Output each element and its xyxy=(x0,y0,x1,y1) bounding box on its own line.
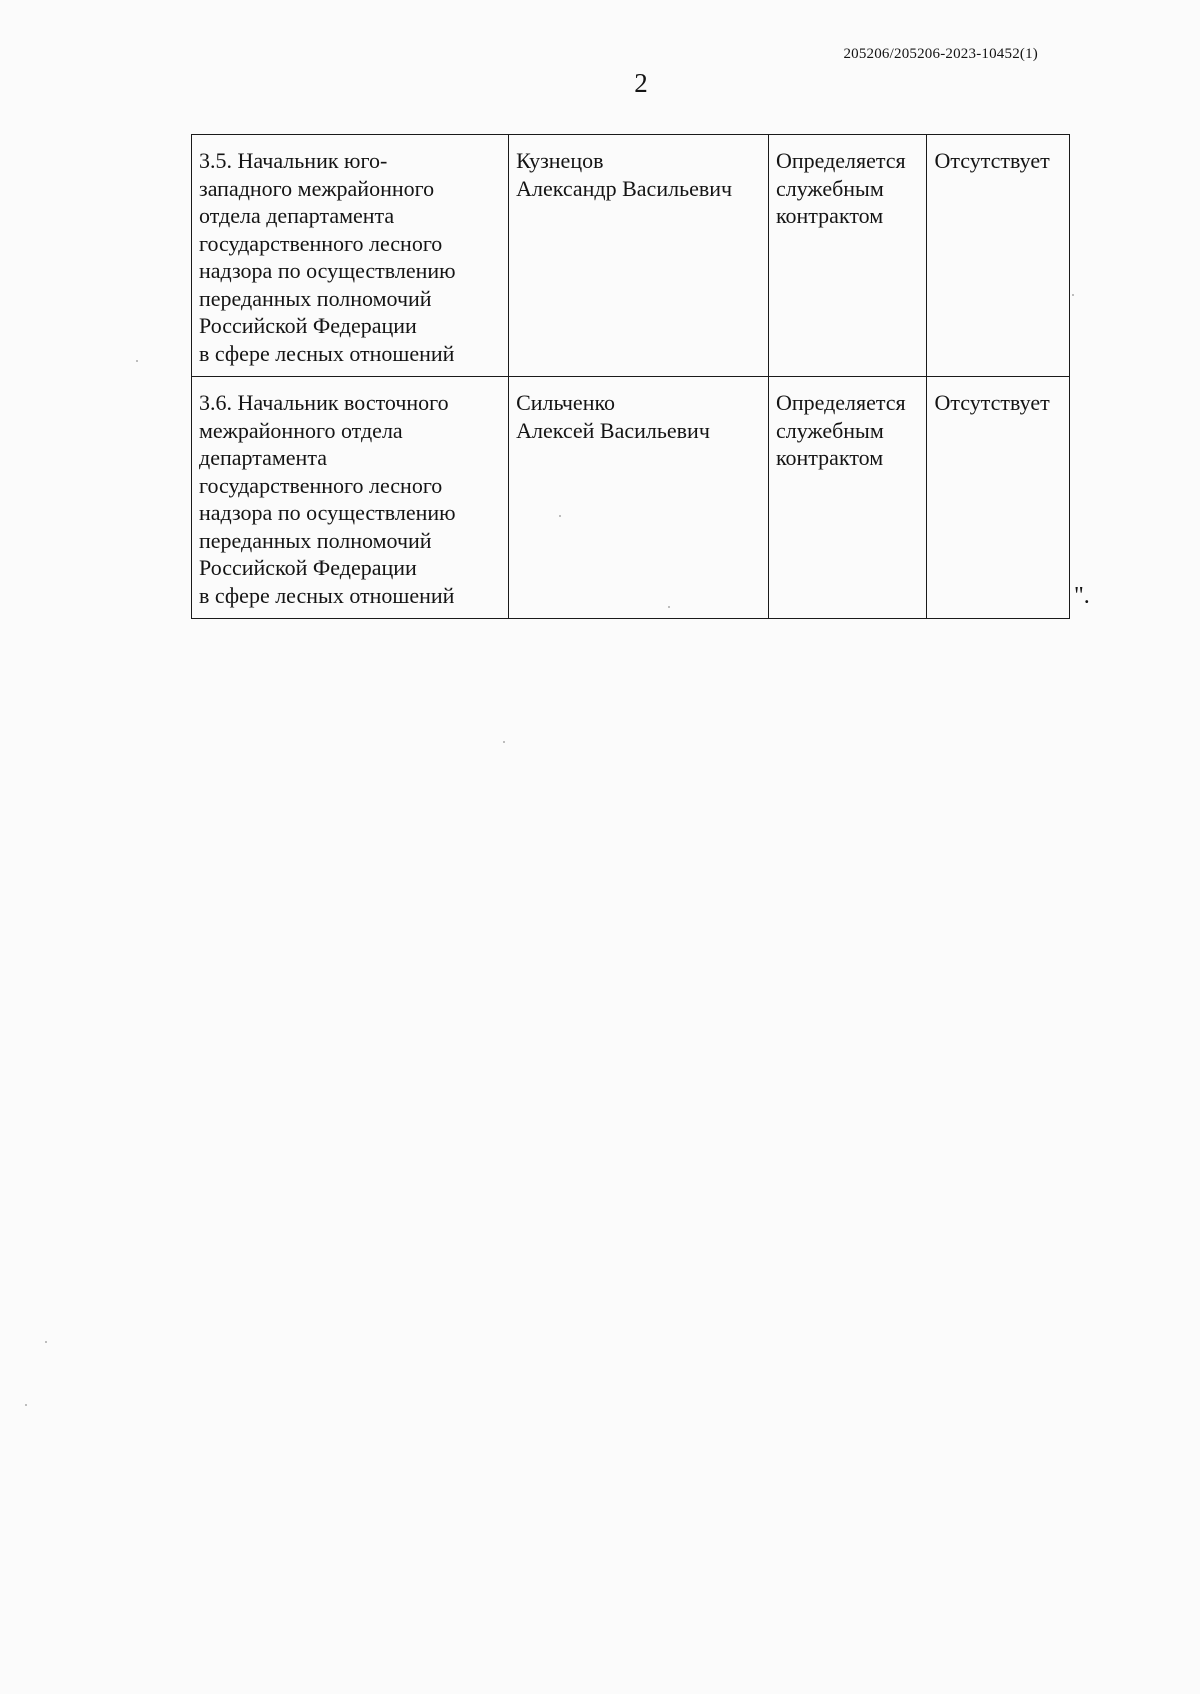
scan-speck xyxy=(45,1341,47,1343)
position-cell: 3.5. Начальник юго- западного межрайонного отдела департамента государственного лесного надзора по осуществлению переданных полномочий Российской Федерации в сфере лесных отношений xyxy=(192,135,509,377)
table-row xyxy=(192,377,1070,619)
salary-cell: Определяется служебным контрактом xyxy=(768,135,927,377)
scan-speck xyxy=(503,741,505,743)
salary-cell: Определяется служебным контрактом xyxy=(768,377,927,619)
name-cell: Сильченко Алексей Васильевич xyxy=(509,377,769,619)
position-cell: 3.6. Начальник восточного межрайонного отдела департамента государственного лесного надзора по осуществлению переданных полномочий Российской Федерации в сфере лесных отношений xyxy=(192,377,509,619)
table-row xyxy=(192,135,1070,377)
status-cell: Отсутствует xyxy=(927,135,1070,377)
scan-speck xyxy=(25,1404,27,1406)
scan-speck xyxy=(668,606,670,608)
document-id: 205206/205206-2023-10452(1) xyxy=(843,46,1038,62)
positions-table xyxy=(191,134,1070,619)
page-number: 2 xyxy=(634,68,648,98)
closing-quote-mark: ". xyxy=(1074,583,1090,609)
scan-speck xyxy=(136,360,138,362)
name-cell: Кузнецов Александр Васильевич xyxy=(509,135,769,377)
status-cell: Отсутствует xyxy=(927,377,1070,619)
scan-speck xyxy=(559,515,561,517)
scan-speck xyxy=(1072,294,1074,296)
